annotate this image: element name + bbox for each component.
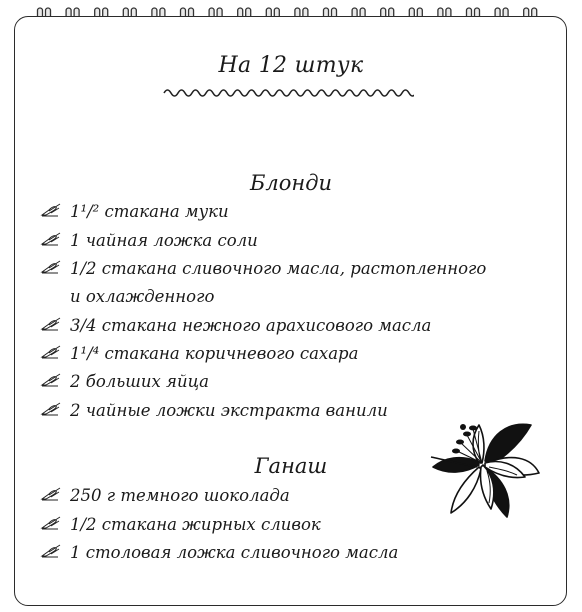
writing-hand-icon	[40, 539, 70, 563]
ingredient-item: 1/2 стакана сливочного масла, растопленного	[40, 255, 486, 283]
section-title-blondies: Блонди	[249, 171, 333, 195]
ingredient-item: 1¹/⁴ стакана коричневого сахара	[40, 340, 358, 368]
writing-hand-icon	[40, 368, 70, 392]
writing-hand-icon	[40, 397, 70, 421]
decorative-wave-divider	[162, 86, 414, 100]
writing-hand-icon	[40, 482, 70, 506]
section-title-ganache: Ганаш	[254, 454, 328, 478]
ingredient-item-continued: и охлажденного	[70, 287, 215, 306]
ingredient-item: 250 г темного шоколада	[40, 482, 290, 510]
writing-hand-icon	[40, 255, 70, 279]
writing-hand-icon	[40, 227, 70, 251]
ingredient-item: 2 больших яйца	[40, 368, 209, 396]
ingredient-item: 1/2 стакана жирных сливок	[40, 511, 321, 539]
writing-hand-icon	[40, 340, 70, 364]
ingredient-item: 1¹/² стакана муки	[40, 198, 229, 226]
lily-flower-icon	[427, 413, 545, 523]
servings-title: На 12 штук	[218, 53, 364, 78]
writing-hand-icon	[40, 511, 70, 535]
ingredient-item: 2 чайные ложки экстракта ванили	[40, 397, 388, 425]
writing-hand-icon	[40, 198, 70, 222]
writing-hand-icon	[40, 312, 70, 336]
ingredient-item: 1 столовая ложка сливочного масла	[40, 539, 398, 567]
ingredient-item: 3/4 стакана нежного арахисового масла	[40, 312, 431, 340]
ingredient-item: 1 чайная ложка соли	[40, 227, 258, 255]
